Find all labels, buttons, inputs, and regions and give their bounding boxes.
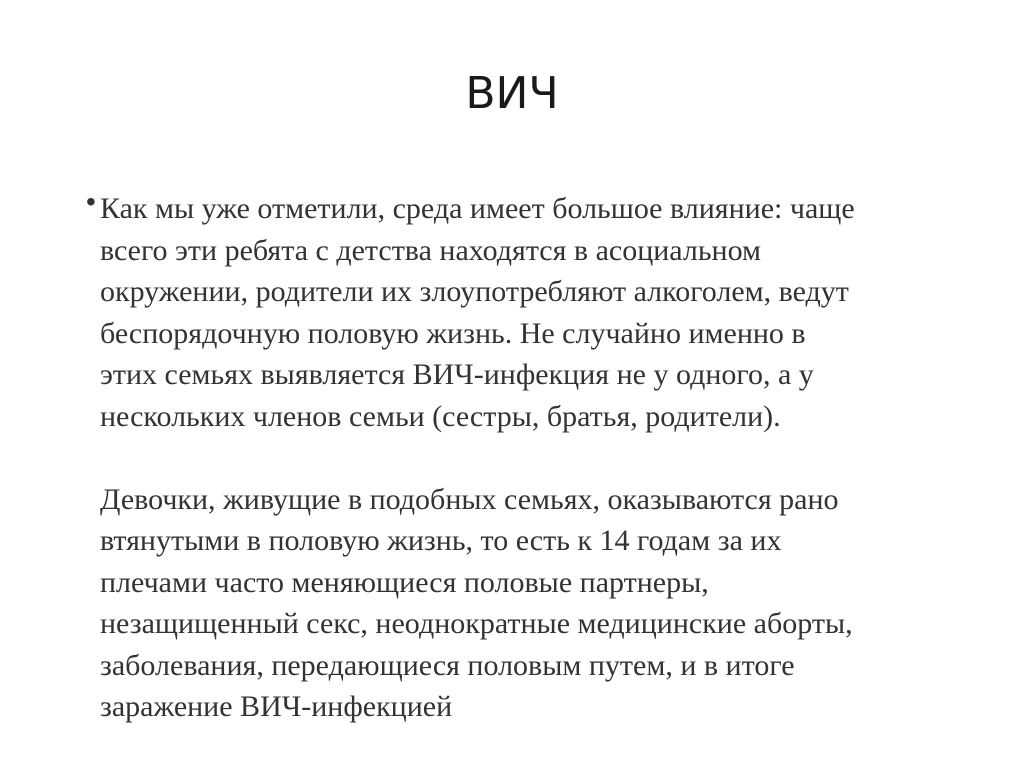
body-line: нескольких членов семьи (сестры, братья, родители). bbox=[100, 399, 781, 433]
body-line: Как мы уже отметили, среда имеет большое влияние: чаще bbox=[100, 192, 855, 225]
body-line: всего эти ребята с детства находятся в асоциальном bbox=[100, 233, 762, 267]
slide-body bbox=[100, 188, 855, 728]
body-line: втянутыми в половую жизнь, то есть к 14 годам за их bbox=[100, 524, 782, 557]
body-line: заражение ВИЧ-инфекцией bbox=[100, 690, 453, 723]
body-line: этих семьях выявляется ВИЧ-инфекция не у одного, а у bbox=[100, 358, 814, 391]
slide-title: ВИЧ bbox=[465, 68, 559, 119]
blank-line bbox=[100, 437, 855, 479]
body-line: плечами часто меняющиеся половые партнеры, bbox=[100, 565, 709, 599]
body-line: беспорядочную половую жизнь. Не случайно именно в bbox=[100, 316, 806, 350]
body-line: окружении, родители их злоупотребляют алкоголем, ведут bbox=[100, 275, 849, 308]
body-line: Девочки, живущие в подобных семьях, оказываются рано bbox=[100, 482, 839, 516]
body-line: незащищенный секс, неоднократные медицинские аборты, bbox=[100, 607, 853, 640]
bullet-marker: • bbox=[86, 186, 96, 217]
body-line: заболевания, передающиеся половым путем, и в итоге bbox=[100, 648, 795, 682]
